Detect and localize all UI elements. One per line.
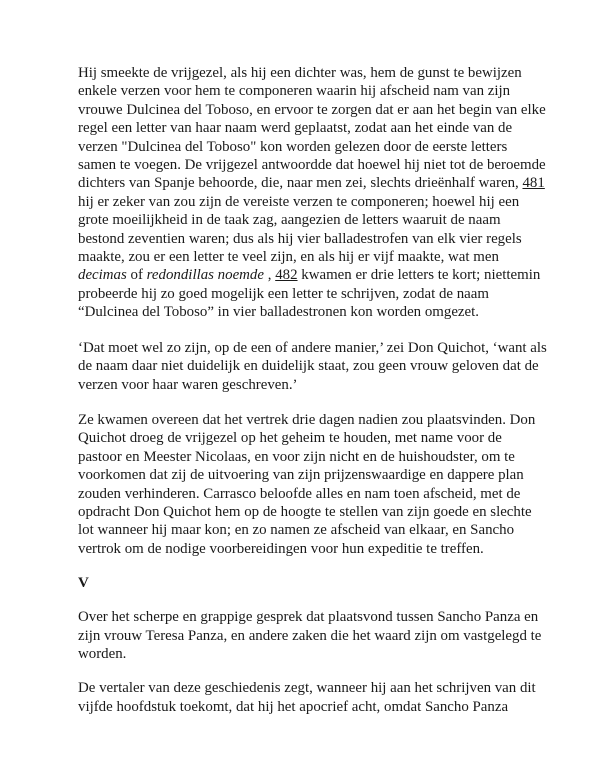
paragraph-1-text-d: , xyxy=(267,267,272,284)
paragraph-1-text-e: kwamen er drie letters te kort; niettemin probeerde hij zo goed mogelijk een letter te schrijven, zodat de naam “Dulcinea del Toboso” in vier balladestronen kon worden omgezet. xyxy=(78,267,541,321)
paragraph-1-text-b: hij er zeker van zou zijn de vereiste verzen te componeren; hoewel hij een grote moeilijkheid in de taak zag, aangezien de letters waaruit de naam bestond zeventien waren; dus als hij vier balladestrofen van elk vier regels maakte, zou er een letter te veel zijn, en als hij er vijf maakte, wat men xyxy=(78,193,522,266)
paragraph-2: ‘Dat moet wel zo zijn, op de een of andere manier,’ zei Don Quichot, ‘want als de naam daar niet duidelijk en duidelijk staat, zou geen vrouw geloven dat de verzen voor haar waren geschreven.’ xyxy=(78,339,547,393)
term-decimas: decimas xyxy=(78,267,127,284)
paragraph-1-text-a: Hij smeekte de vrijgezel, als hij een dichter was, hem de gunst te bewijzen enkele verzen voor hem te componeren waarin hij afscheid nam van zijn vrouwe Dulcinea del Toboso, en ervoor te zorgen dat er aan het begin van elke regel een letter van haar naam werd geplaatst, zodat aan het einde van de verzen "Dulcinea del Toboso" kon worden gelezen door de eerste letters samen te voegen. De vrijgezel antwoordde dat hoewel hij niet tot de beroemde dichters van Spanje behoorde, die, naar men zei, slechts drieënhalf waren, xyxy=(78,65,546,192)
footnote-link-481[interactable]: 481 xyxy=(522,175,545,192)
paragraph-4: De vertaler van deze geschiedenis zegt, wanneer hij aan het schrijven van dit vijfde hoofdstuk toekomt, dat hij het apocrief acht, omdat Sancho Panza xyxy=(78,680,536,715)
paragraph-1 xyxy=(78,64,548,322)
term-redondillas: redondillas noemde xyxy=(146,267,264,284)
footnote-link-482[interactable]: 482 xyxy=(275,267,298,284)
page-content xyxy=(78,64,548,732)
paragraph-3: Ze kwamen overeen dat het vertrek drie dagen nadien zou plaatsvinden. Don Quichot droeg de vrijgezel op het geheim te houden, met name voor de pastoor en Meester Nicolaas, en voor zijn nicht en de huishoudster, om te voorkomen dat zij de uitvoering van zijn prijzenswaardige en dappere plan zouden verhinderen. Carrasco beloofde alles en nam toen afscheid, met de opdracht Don Quichot hem op de hoogte te stellen van zijn goede en slechte lot wanneer hij maar kon; en zo namen ze afscheid van elkaar, en Sancho vertrok om de nodige voorbereidingen voor hun expeditie te treffen. xyxy=(78,411,536,557)
chapter-title: Over het scherpe en grappige gesprek dat plaatsvond tussen Sancho Panza en zijn vrouw Teresa Panza, en andere zaken die het waard zijn om vastgelegd te worden. xyxy=(78,609,542,662)
paragraph-1-text-c: of xyxy=(130,267,143,284)
chapter-heading: V xyxy=(78,575,89,592)
